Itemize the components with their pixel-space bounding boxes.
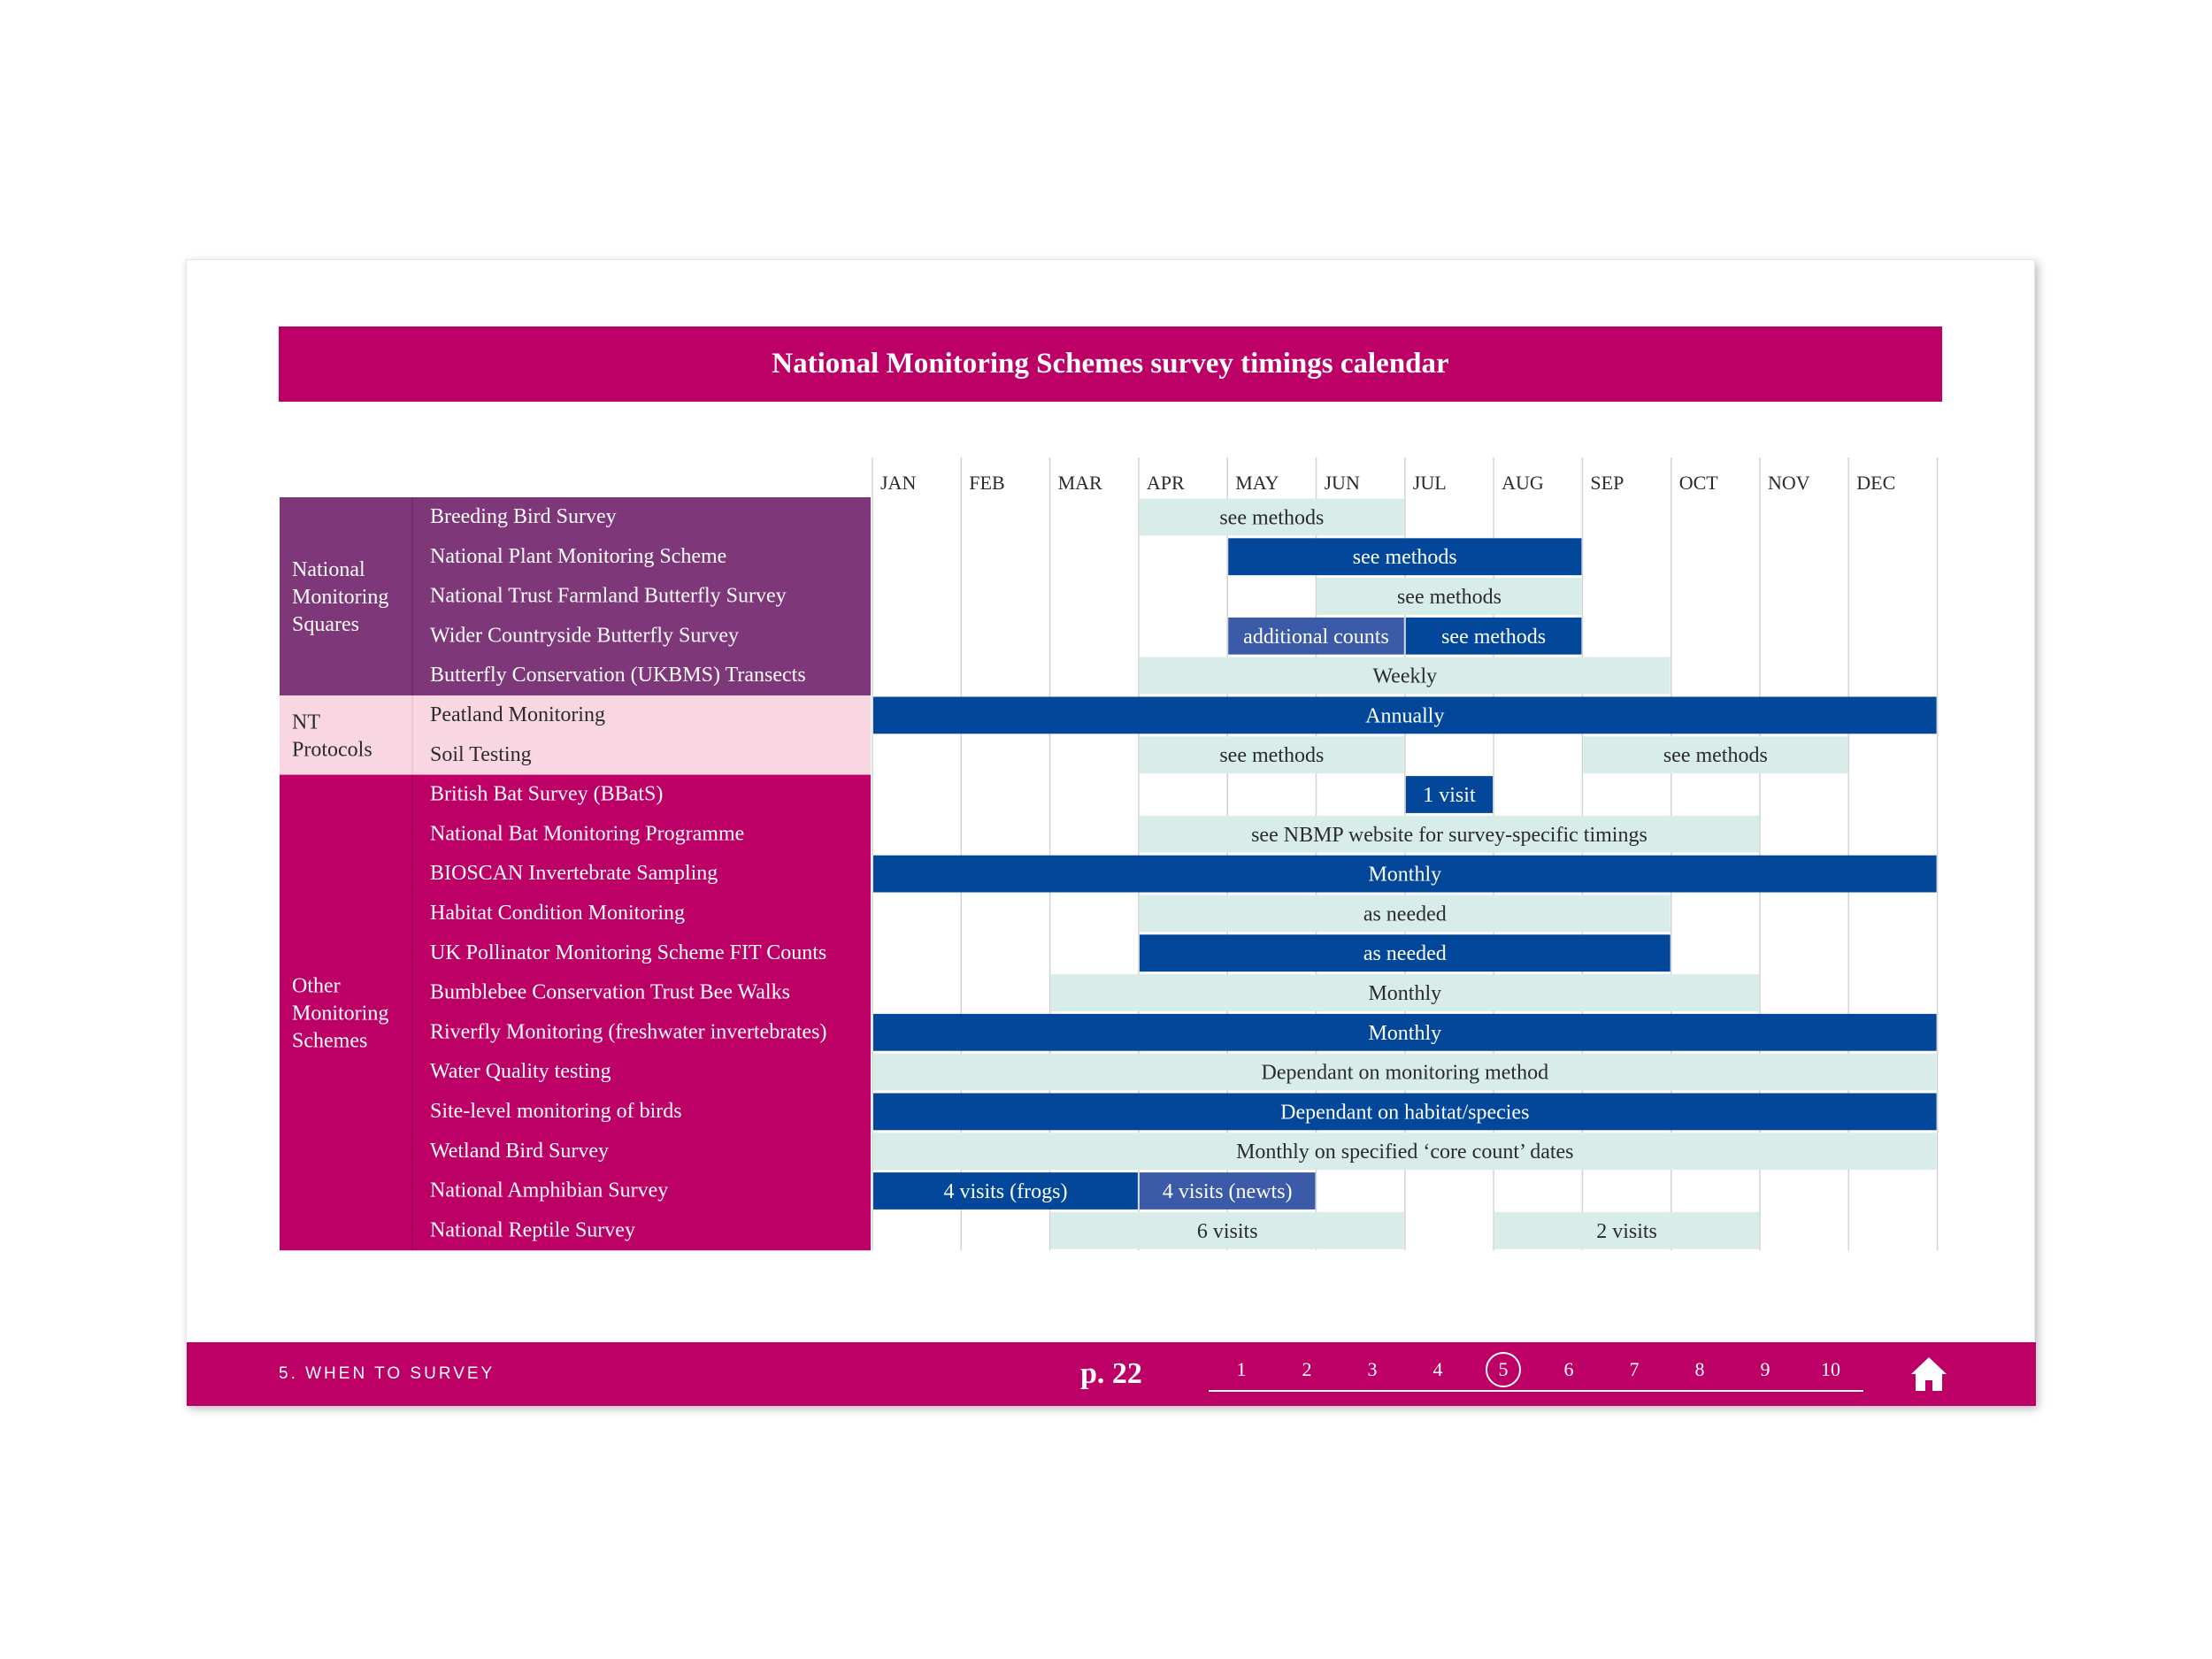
timing-bar-label: 2 visits [1596,1219,1657,1243]
scheme-row-label: Water Quality testing [430,1060,611,1084]
timing-bar-label: see methods [1663,744,1768,768]
group-name: Other [292,974,341,998]
page-nav-item[interactable]: 6 [1563,1358,1574,1380]
timing-bar-label: 4 visits (newts) [1162,1180,1293,1203]
scheme-row-label: Bumblebee Conservation Trust Bee Walks [430,980,790,1004]
scheme-row-label: Breeding Bird Survey [430,505,617,528]
month-label: JUN [1324,472,1360,494]
page-nav-item[interactable]: 4 [1432,1358,1443,1380]
scheme-row-label: National Trust Farmland Butterfly Survey [430,584,787,608]
month-label: AUG [1502,472,1544,494]
calendar-title: National Monitoring Schemes survey timings calendar [772,348,1449,380]
timing-bar-label: 6 visits [1196,1219,1258,1243]
scheme-row-label: Wetland Bird Survey [430,1139,610,1163]
timing-bar-label: Monthly on specified ‘core count’ dates [1236,1141,1574,1164]
footer-bar [187,1342,2036,1406]
page-nav-item[interactable]: 5 [1486,1352,1521,1387]
scheme-row-label: British Bat Survey (BBatS) [430,782,664,806]
timing-bar-label: see methods [1352,546,1457,570]
scheme-row-label: Habitat Condition Monitoring [430,902,685,925]
page-nav-rule [1209,1390,1863,1392]
group-name: NT [292,710,320,734]
month-label: MAY [1235,472,1279,494]
month-label: JAN [880,472,917,494]
page-nav-item[interactable]: 7 [1629,1358,1640,1380]
scheme-row-label: BIOSCAN Invertebrate Sampling [430,862,718,886]
timing-bar-label: Monthly [1368,982,1442,1005]
group-name: Protocols [292,738,373,762]
timing-bar-label: Monthly [1368,863,1442,887]
page-nav-item[interactable]: 2 [1302,1358,1312,1380]
timing-bar-label: as needed [1363,942,1447,966]
page-nav-item[interactable]: 3 [1367,1358,1378,1380]
month-label: NOV [1768,472,1810,494]
page-nav-item[interactable]: 9 [1760,1358,1770,1380]
scheme-row-label: National Amphibian Survey [430,1179,669,1202]
month-label: SEP [1590,472,1624,494]
group-name: Schemes [292,1029,368,1053]
timing-bar-label: additional counts [1243,625,1389,649]
timing-bar-label: 4 visits (frogs) [943,1180,1068,1203]
month-label: OCT [1678,472,1718,494]
page-nav-item[interactable]: 8 [1694,1358,1705,1380]
page-navigation [1209,1342,1863,1406]
page-nav-item[interactable]: 1 [1236,1358,1247,1380]
survey-calendar-chart [187,260,2036,1406]
scheme-row-label: Riverfly Monitoring (freshwater invertebrates) [430,1020,827,1044]
timing-bar-label: Dependant on habitat/species [1280,1101,1530,1125]
timing-bar-label: see methods [1219,744,1325,768]
scheme-row-label: National Plant Monitoring Scheme [430,544,727,568]
timing-bar-label: see methods [1219,506,1325,530]
scheme-row-label: Butterfly Conservation (UKBMS) Transects [430,664,806,687]
group-name: National [292,558,365,581]
timing-bar-label: see NBMP website for survey-specific timings [1251,823,1647,847]
timing-bar-label: 1 visit [1423,784,1476,807]
scheme-row-label: UK Pollinator Monitoring Scheme FIT Counts [430,941,827,964]
month-label: APR [1146,472,1185,494]
group-name: Squares [292,613,359,636]
timing-bar-label: see methods [1441,625,1547,649]
scheme-row-label: Soil Testing [430,742,532,766]
month-label: JUL [1412,472,1447,494]
page-panel [186,259,2035,1405]
timing-bar-label: Monthly [1368,1021,1442,1045]
month-label: DEC [1856,472,1896,494]
timing-bar-label: as needed [1363,902,1447,926]
timing-bar-label: see methods [1396,586,1502,609]
scheme-row-label: Peatland Monitoring [430,703,605,726]
scheme-row-label: National Reptile Survey [430,1218,635,1242]
scheme-row-label: Wider Countryside Butterfly Survey [430,624,739,648]
page-nav-item[interactable]: 10 [1821,1358,1840,1380]
scheme-row-label: Site-level monitoring of birds [430,1100,682,1123]
scheme-row-label: National Bat Monitoring Programme [430,822,745,846]
timing-bar-label: Annually [1365,704,1445,728]
timing-bar-label: Dependant on monitoring method [1261,1061,1549,1085]
timing-bar-label: Weekly [1372,664,1438,688]
group-name: Monitoring [292,1002,389,1025]
month-label: MAR [1057,472,1102,494]
page-number: p. 22 [1080,1357,1142,1390]
section-label: 5. WHEN TO SURVEY [279,1364,495,1383]
group-name: Monitoring [292,586,389,609]
month-label: FEB [969,472,1005,494]
home-icon[interactable] [1909,1356,1948,1393]
